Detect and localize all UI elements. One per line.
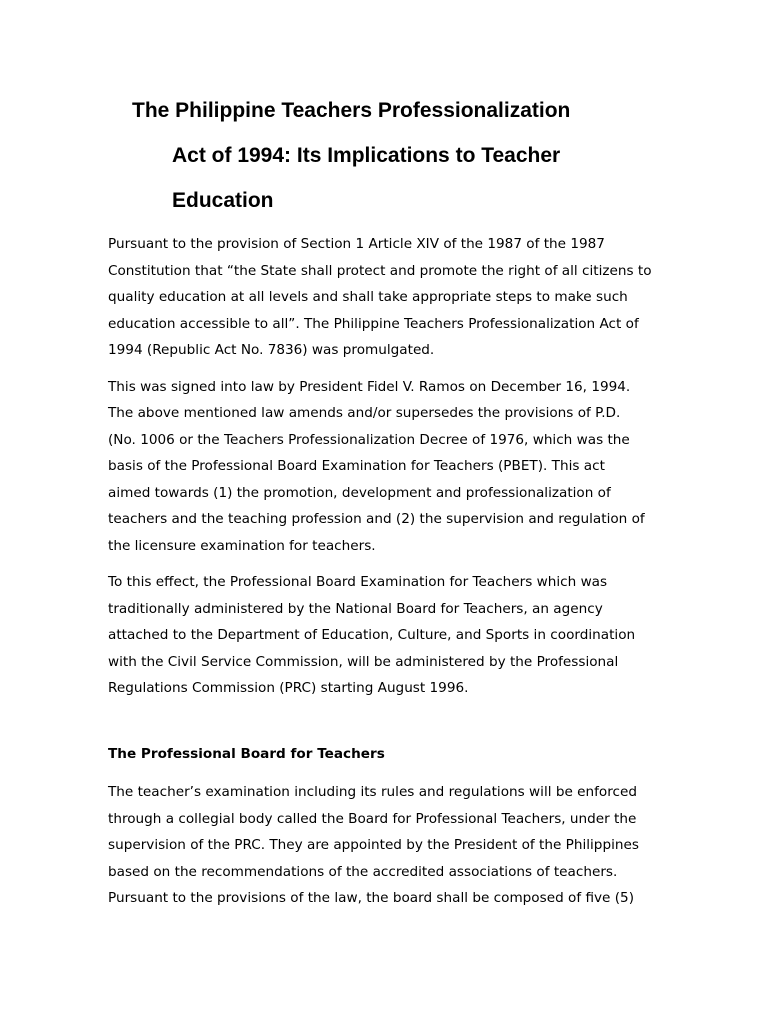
title-line: The Philippine Teachers Professionalization [132, 99, 571, 122]
text-line: The teacher’s examination including its rules and regulations will be enforced [108, 784, 637, 800]
title-line: Education [172, 189, 274, 212]
text-line: based on the recommendations of the accredited associations of teachers. [108, 863, 618, 880]
text-line: aimed towards (1) the promotion, development and professionalization of [108, 484, 611, 501]
text-line: with the Civil Service Commission, will be administered by the Professional [108, 653, 619, 670]
title-line: Act of 1994: Its Implications to Teacher [172, 144, 561, 167]
text-line: the licensure examination for teachers. [108, 537, 376, 554]
text-line: quality education at all levels and shall take appropriate steps to make such [108, 289, 628, 305]
text-line: (No. 1006 or the Teachers Professionalization Decree of 1976, which was the [108, 431, 630, 448]
text-line: Regulations Commission (PRC) starting August 1996. [108, 680, 469, 696]
text-line: education accessible to all”. The Philippine Teachers Professionalization Act of [108, 315, 639, 332]
text-line: basis of the Professional Board Examination for Teachers (PBET). This act [108, 458, 605, 474]
text-line: supervision of the PRC. They are appointed by the President of the Philippines [108, 837, 639, 853]
text-line: teachers and the teaching profession and (2) the supervision and regulation of [108, 511, 645, 527]
text-line: Pursuant to the provision of Section 1 Article XIV of the 1987 of the 1987 [108, 236, 605, 252]
paragraph-2 [108, 374, 668, 560]
text-line: This was signed into law by President Fidel V. Ramos on December 16, 1994. [108, 378, 631, 395]
text-line: To this effect, the Professional Board Examination for Teachers which was [108, 574, 608, 590]
paragraph-1 [108, 231, 668, 364]
paragraph-3 [108, 569, 668, 702]
text-line: attached to the Department of Education, Culture, and Sports in coordination [108, 627, 636, 643]
text-line: The above mentioned law amends and/or supersedes the provisions of P.D. [108, 405, 621, 421]
document-body [108, 231, 668, 922]
text-line: Constitution that “the State shall protect and promote the right of all citizens to [108, 262, 652, 279]
text-line: traditionally administered by the National Board for Teachers, an agency [108, 600, 603, 617]
document-title [0, 88, 768, 223]
text-line: through a collegial body called the Board for Professional Teachers, under the [108, 810, 637, 827]
text-line: 1994 (Republic Act No. 7836) was promulgated. [108, 342, 435, 358]
paragraph-4 [108, 779, 668, 912]
section-heading: The Professional Board for Teachers [108, 745, 385, 762]
text-line: Pursuant to the provisions of the law, the board shall be composed of five (5) [108, 890, 634, 906]
